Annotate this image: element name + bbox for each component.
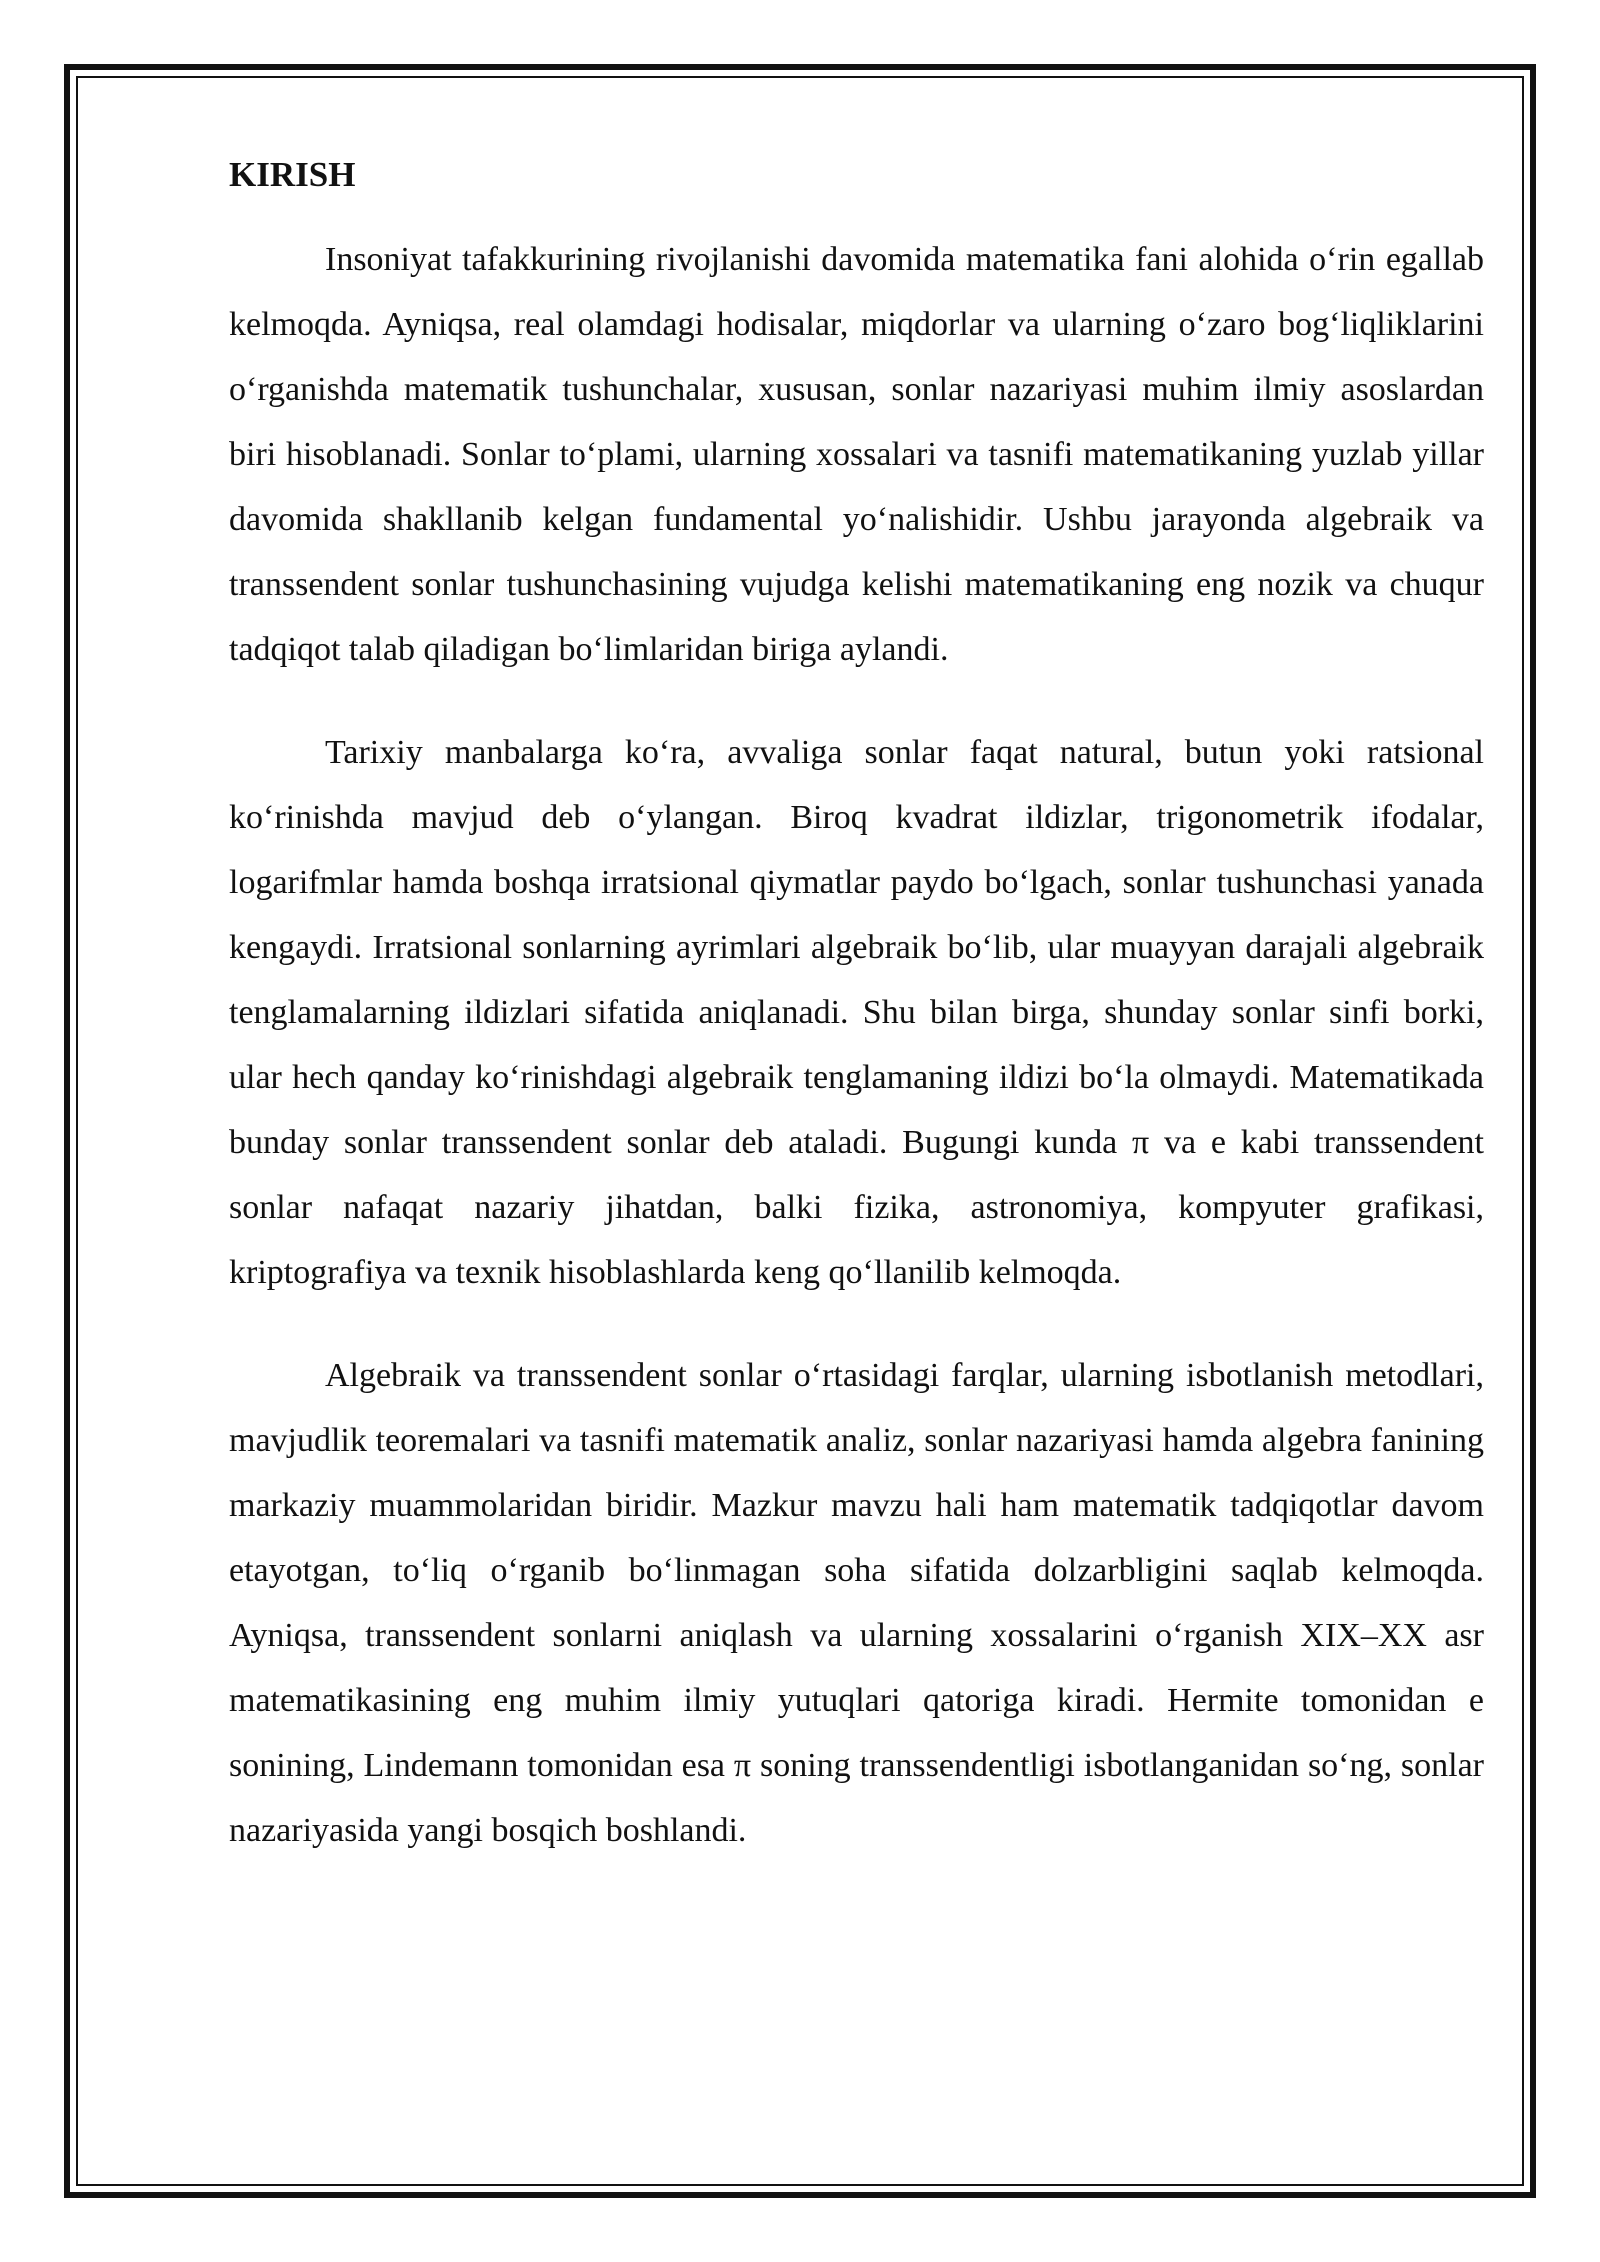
document-body	[229, 145, 1484, 1901]
paragraph-1: Insoniyat tafakkurining rivojlanishi davomida matematika fani alohida o‘rin egallab kelmoqda. Ayniqsa, real olamdagi hodisalar, miqdorlar va ularning o‘zaro bog‘liqliklarini o‘rganishda matematik tushunchalar, xususan, sonlar nazariyasi muhim ilmiy asoslardan biri hisoblanadi. Sonlar to‘plami, ularning xossalari va tasnifi matematikaning yuzlab yillar davomida shakllanib kelgan fundamental yo‘nalishidir. Ushbu jarayonda algebraik va transsendent sonlar tushunchasining vujudga kelishi matematikaning eng nozik va chuqur tadqiqot talab qiladigan bo‘limlaridan biriga aylandi.	[229, 241, 1484, 668]
paragraph-3: Algebraik va transsendent sonlar o‘rtasidagi farqlar, ularning isbotlanish metodlari, mavjudlik teoremalari va tasnifi matematik analiz, sonlar nazariyasi hamda algebra fanining markaziy muammolaridan biridir. Mazkur mavzu hali ham matematik tadqiqotlar davom etayotgan, to‘liq o‘rganib bo‘linmagan soha sifatida dolzarbligini saqlab kelmoqda. Ayniqsa, transsendent sonlarni aniqlash va ularning xossalarini o‘rganish XIX–XX asr matematikasining eng muhim ilmiy yutuqlari qatoriga kiradi. Hermite tomonidan e sonining, Lindemann tomonidan esa π soning transsendentligi isbotlanganidan so‘ng, sonlar nazariyasida yangi bosqich boshlandi.	[229, 1357, 1484, 1849]
paragraph-2: Tarixiy manbalarga ko‘ra, avvaliga sonlar faqat natural, butun yoki ratsional ko‘rinishda mavjud deb o‘ylangan. Biroq kvadrat ildizlar, trigonometrik ifodalar, logarifmlar hamda boshqa irratsional qiymatlar paydo bo‘lgach, sonlar tushunchasi yanada kengaydi. Irratsional sonlarning ayrimlari algebraik bo‘lib, ular muayyan darajali algebraik tenglamalarning ildizlari sifatida aniqlanadi. Shu bilan birga, shunday sonlar sinfi borki, ular hech qanday ko‘rinishdagi algebraik tenglamaning ildizi bo‘la olmaydi. Matematikada bunday sonlar transsendent sonlar deb ataladi. Bugungi kunda π va e kabi transsendent sonlar nafaqat nazariy jihatdan, balki fizika, astronomiya, kompyuter grafikasi, kriptografiya va texnik hisoblashlarda keng qo‘llanilib kelmoqda.	[229, 734, 1484, 1291]
section-heading: KIRISH	[229, 155, 356, 194]
